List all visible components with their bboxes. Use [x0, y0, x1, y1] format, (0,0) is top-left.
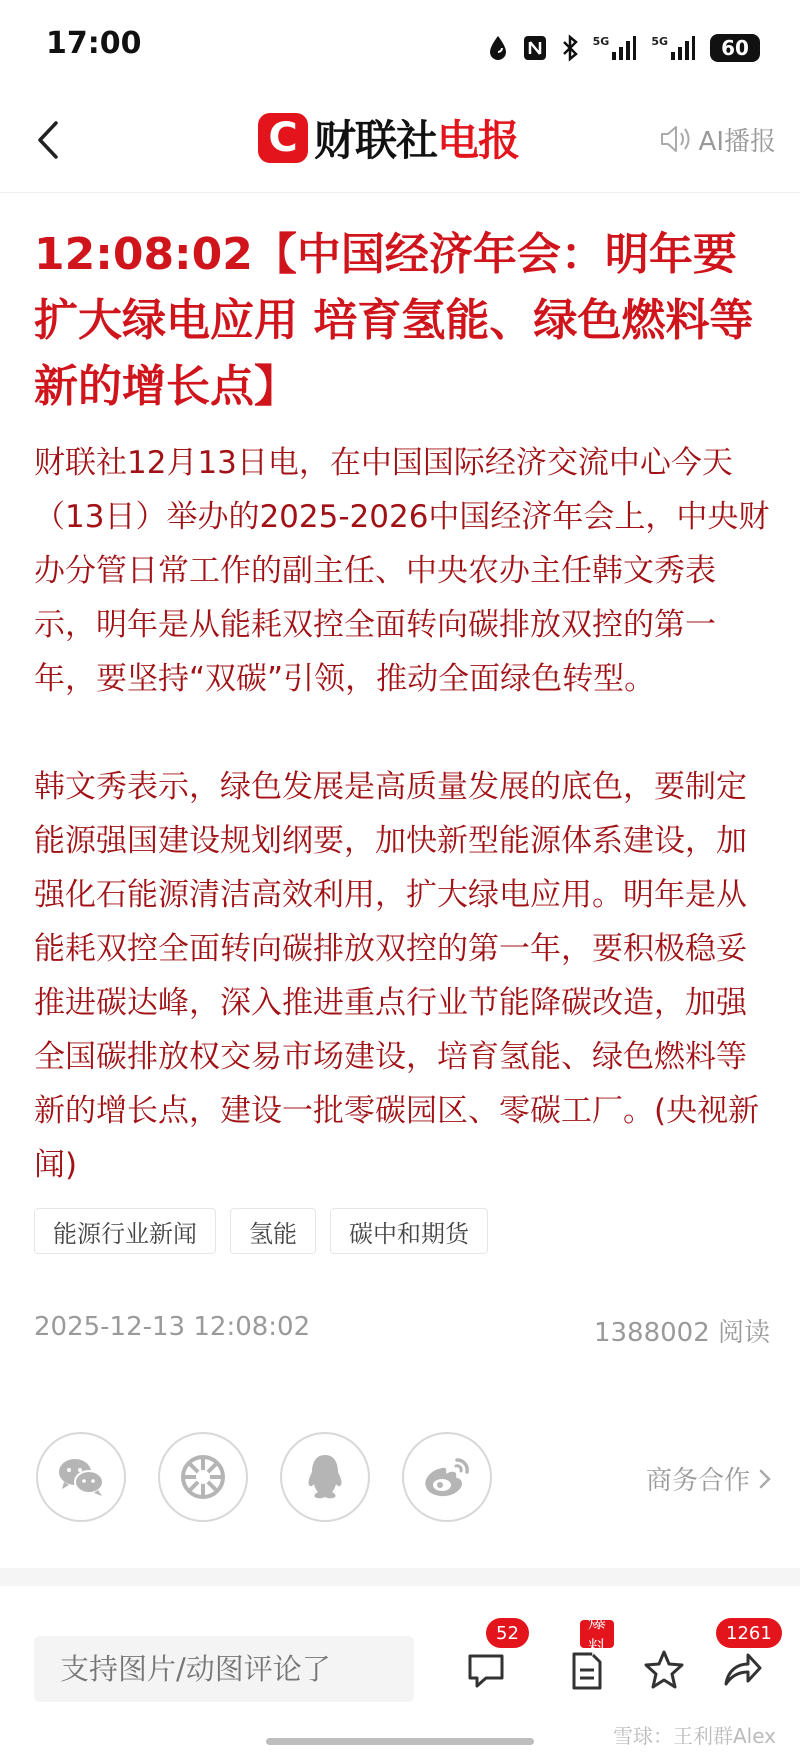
watermark-text: 雪球：王利群Alex — [612, 1724, 776, 1748]
star-icon — [642, 1648, 686, 1692]
share-button[interactable] — [714, 1622, 772, 1698]
battery-icon: 60 — [710, 34, 760, 62]
read-count: 1388002 阅读 — [593, 1318, 770, 1348]
comment-input[interactable] — [34, 1636, 414, 1702]
business-cooperation-label: 商务合作 — [645, 1466, 750, 1496]
article-paragraph: 财联社12月13日电，在中国国际经济交流中心今天（13日）举办的2025-2026中国经济年会上，中央财办分管日常工作的副主任、中央农办主任韩文秀表示，明年是从能耗双控全面转向碳排放双控的第一年，要坚持“双碳”引领，推动全面绿色转型。 — [34, 445, 770, 697]
brand-name — [314, 108, 519, 168]
tag-hydrogen[interactable]: 氢能 — [230, 1208, 316, 1254]
tag-energy-news[interactable]: 能源行业新闻 — [34, 1208, 216, 1254]
qq-icon — [303, 1452, 347, 1502]
article-meta — [34, 1312, 770, 1349]
business-cooperation-link[interactable] — [646, 1460, 772, 1497]
signal-label: 5G — [651, 35, 668, 48]
comment-count-badge: 52 — [486, 1618, 529, 1648]
report-badge: 爆料 — [580, 1620, 614, 1648]
report-button[interactable] — [558, 1612, 614, 1698]
favorite-button[interactable] — [636, 1642, 692, 1698]
brand-c-icon: C — [258, 113, 308, 163]
article-paragraph: 韩文秀表示，绿色发展是高质量发展的底色，要制定能源强国建设规划纲要，加快新型能源体系建设，加强化石能源清洁高效利用，扩大绿电应用。明年是从能耗双控全面转向碳排放双控的第一年，要积极稳妥推进碳达峰，深入推进重点行业节能降碳改造，加强全国碳排放权交易市场建设，培育氢能、绿色燃料等新的增长点，建设一批零碳园区、零碳工厂。(央视新闻) — [34, 769, 760, 1183]
comments-button[interactable] — [458, 1622, 519, 1698]
section-divider — [0, 1568, 800, 1586]
share-moments-button[interactable] — [158, 1432, 248, 1522]
article-headline: 12:08:02【中国经济年会：明年要扩大绿电应用 培育氢能、绿色燃料等新的增长点】 — [34, 229, 754, 412]
chevron-right-icon — [758, 1468, 772, 1490]
header — [0, 95, 800, 185]
publish-datetime: 2025-12-13 12:08:02 — [34, 1312, 311, 1342]
share-weibo-button[interactable] — [402, 1432, 492, 1522]
share-qq-button[interactable] — [280, 1432, 370, 1522]
signal-icon — [651, 35, 696, 61]
comment-icon — [464, 1648, 508, 1692]
ai-broadcast-button[interactable] — [659, 119, 776, 159]
home-indicator[interactable] — [266, 1738, 534, 1745]
share-row — [36, 1432, 492, 1522]
wechat-icon — [56, 1455, 106, 1499]
status-icons — [487, 30, 760, 66]
signal-icon — [593, 35, 638, 61]
signal-label: 5G — [592, 35, 610, 48]
bluetooth-icon — [561, 34, 579, 62]
share-count-badge: 1261 — [716, 1618, 782, 1648]
ai-broadcast-label: AI播报 — [698, 126, 776, 157]
status-time: 17:00 — [46, 26, 142, 61]
brand-logo — [258, 109, 519, 167]
chevron-left-icon — [28, 117, 68, 163]
share-arrow-icon — [720, 1648, 764, 1692]
status-bar — [0, 0, 800, 90]
speaker-icon — [659, 124, 691, 154]
article-body — [34, 436, 774, 1192]
share-wechat-button[interactable] — [36, 1432, 126, 1522]
moments-icon — [178, 1452, 228, 1502]
nfc-icon — [523, 34, 547, 62]
tag-carbon-neutral-futures[interactable]: 碳中和期货 — [330, 1208, 488, 1254]
header-divider — [0, 192, 800, 193]
weibo-icon — [421, 1454, 473, 1500]
brand-name-red: 电报 — [437, 116, 520, 165]
brand-name-black: 财联社 — [314, 116, 438, 165]
tag-list — [34, 1208, 488, 1254]
back-button[interactable] — [28, 117, 68, 163]
water-drop-icon — [487, 34, 509, 62]
